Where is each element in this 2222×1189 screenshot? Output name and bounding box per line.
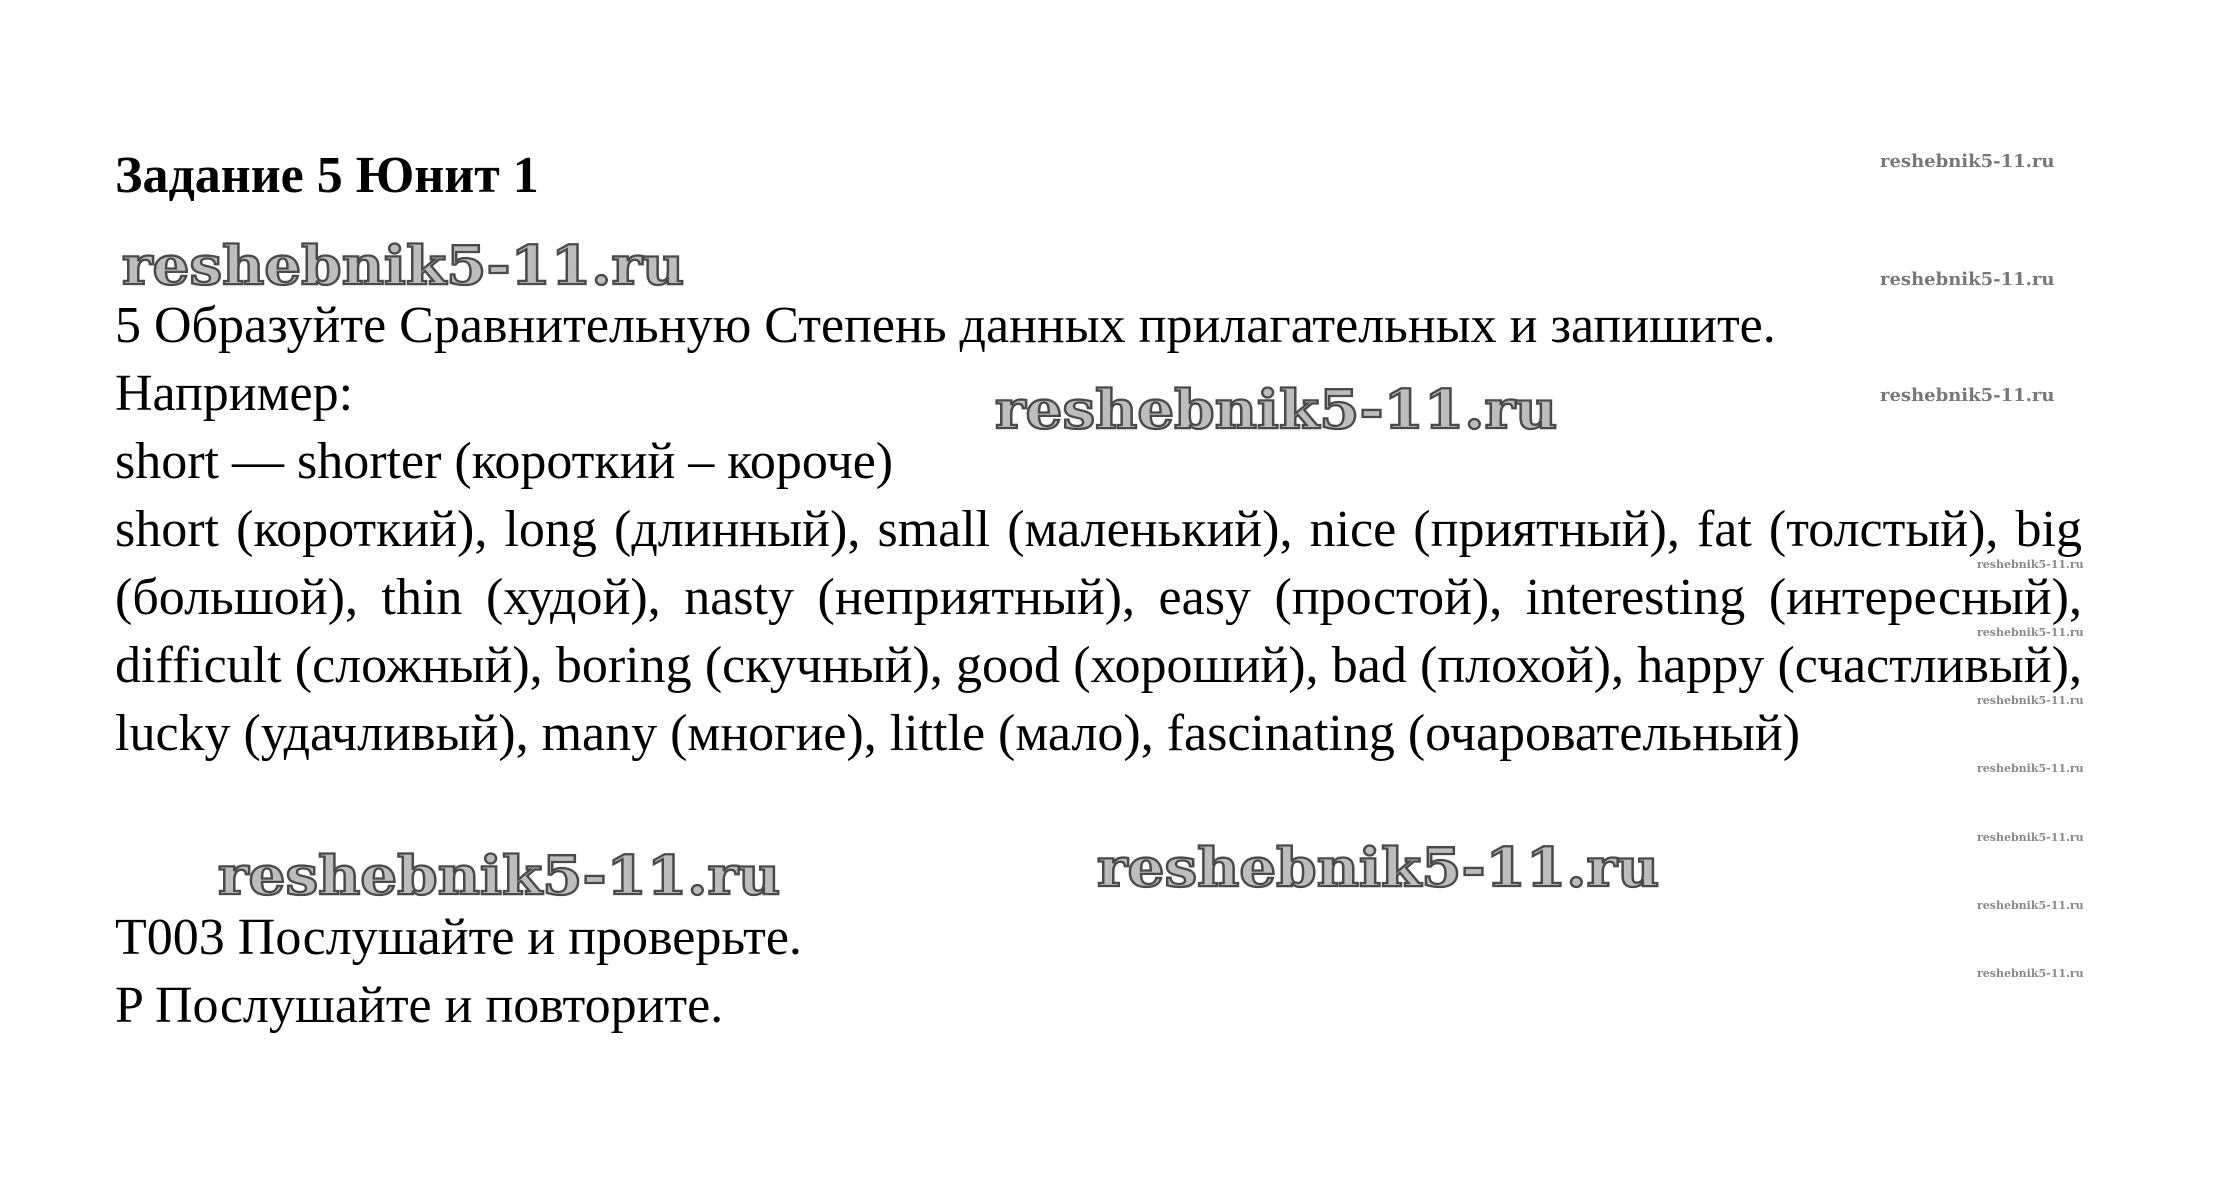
watermark-large: reshebnik5-11.ru [1097, 836, 1660, 899]
listen-check-instruction: T003 Послушайте и проверьте. [115, 909, 802, 966]
adjective-word-list: short (короткий), long (длинный), small (маленький), nice (приятный), fat (толстый), big (большой), thin (худой), nasty (неприятный), easy (простой), interesting (интересный), difficult (сложный), boring (скучный), good (хороший), bad (плохой), happy (счастливый), lucky (удачливый), many (многие), little (мало), fascinating (очаровательный) [115, 501, 2082, 762]
watermark-tiny: reshebnik5-11.ru [1977, 558, 2084, 571]
watermark-small: reshebnik5-11.ru [1880, 269, 2055, 290]
watermark-tiny: reshebnik5-11.ru [1977, 831, 2084, 844]
listen-repeat-instruction: P Послушайте и повторите. [115, 977, 724, 1034]
watermark-large: reshebnik5-11.ru [995, 378, 1558, 441]
watermark-tiny: reshebnik5-11.ru [1977, 899, 2084, 912]
watermark-tiny: reshebnik5-11.ru [1977, 694, 2084, 707]
page-title: Задание 5 Юнит 1 [115, 147, 539, 204]
watermark-small: reshebnik5-11.ru [1880, 151, 2055, 172]
watermark-tiny: reshebnik5-11.ru [1977, 626, 2084, 639]
watermark-tiny: reshebnik5-11.ru [1977, 967, 2084, 980]
task-instruction: 5 Образуйте Сравнительную Степень данных прилагательных и запишите. [115, 297, 1776, 354]
watermark-large: reshebnik5-11.ru [122, 234, 685, 297]
example-text: short — shorter (короткий – короче) [115, 433, 894, 490]
watermark-large: reshebnik5-11.ru [218, 844, 781, 907]
watermark-small: reshebnik5-11.ru [1880, 385, 2055, 406]
watermark-tiny: reshebnik5-11.ru [1977, 762, 2084, 775]
example-label: Например: [115, 365, 354, 422]
